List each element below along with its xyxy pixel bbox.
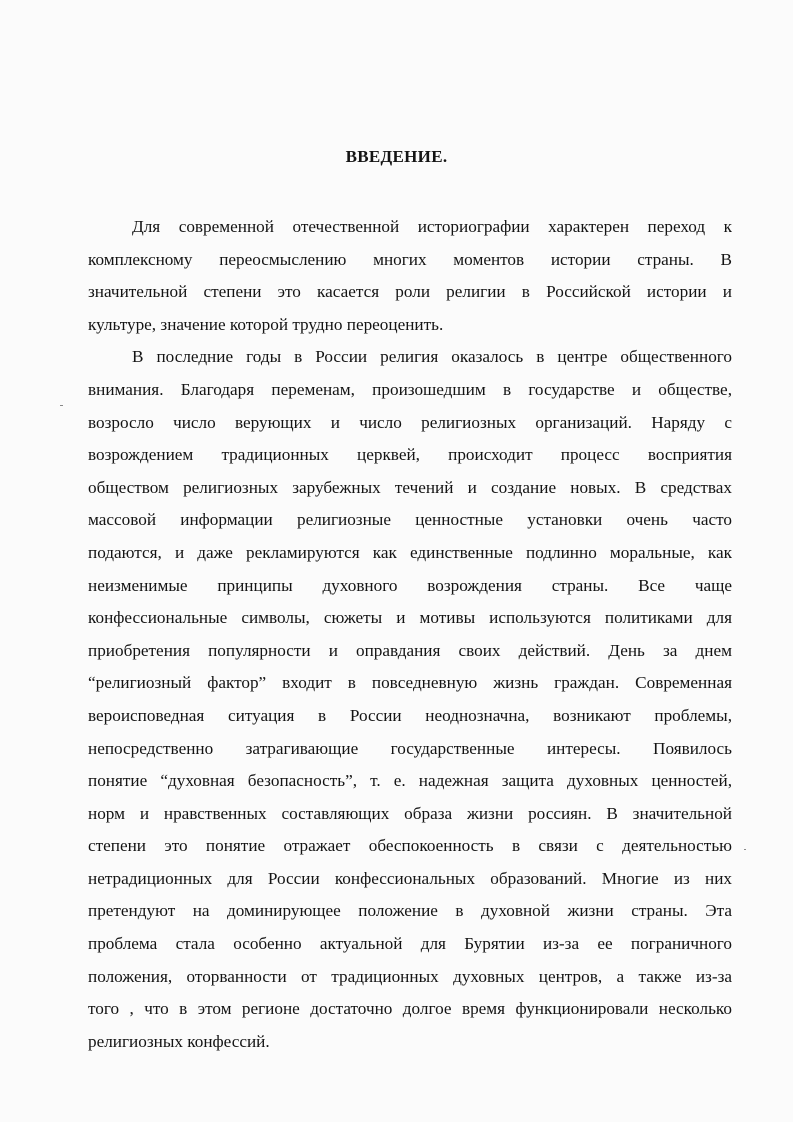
text-line: норм и нравственных составляющих образа жизни россиян. В значительной — [88, 803, 732, 823]
text-line: подаются, и даже рекламируются как единственные подлинно моральные, как — [88, 542, 732, 562]
page-title: ВВЕДЕНИЕ. — [345, 147, 448, 166]
text-line: понятие “духовная безопасность”, т. е. надежная защита духовных ценностей, — [88, 771, 732, 791]
text-line: нетрадиционных для России конфессиональных образований. Многие из них — [88, 868, 732, 888]
text-line: “религиозный фактор” входит в повседневную жизнь граждан. Современная — [88, 673, 732, 693]
text-line: массовой информации религиозные ценностные установки очень часто — [88, 510, 732, 530]
text-line: положения, оторванности от традиционных духовных центров, а также из-за — [88, 966, 732, 986]
paragraph-1 — [88, 211, 732, 341]
body-text — [88, 211, 732, 1058]
scan-speck — [744, 849, 746, 850]
text-line: того , что в этом регионе достаточно долгое время функционировали несколько — [88, 999, 732, 1019]
text-line: проблема стала особенно актуальной для Бурятии из-за ее пограничного — [88, 934, 732, 954]
text-line: комплексному переосмыслению многих моментов истории страны. В — [88, 249, 732, 269]
text-line: внимания. Благодаря переменам, произошедшим в государстве и обществе, — [88, 379, 732, 399]
scan-speck — [60, 405, 63, 406]
text-line: культуре, значение которой трудно переоценить. — [88, 314, 444, 334]
text-line: значительной степени это касается роли религии в Российской истории и — [88, 282, 732, 302]
text-line: степени это понятие отражает обеспокоенность в связи с деятельностью — [88, 836, 732, 856]
text-line: претендуют на доминирующее положение в духовной жизни страны. Эта — [88, 901, 732, 921]
text-line: неизменимые принципы духовного возрождения страны. Все чаще — [88, 575, 732, 595]
text-line: В последние годы в России религия оказалось в центре общественного — [132, 347, 732, 367]
text-line: религиозных конфессий. — [88, 1031, 270, 1051]
text-line: возросло число верующих и число религиозных организаций. Наряду с — [88, 412, 732, 432]
text-line: обществом религиозных зарубежных течений и создание новых. В средствах — [88, 477, 732, 497]
text-line: приобретения популярности и оправдания своих действий. День за днем — [88, 640, 732, 660]
paragraph-2 — [88, 341, 732, 1058]
text-line: Для современной отечественной историографии характерен переход к — [132, 217, 732, 236]
text-line: вероисповедная ситуация в России неоднозначна, возникают проблемы, — [88, 705, 732, 725]
text-line: непосредственно затрагивающие государственные интересы. Появилось — [88, 738, 732, 758]
text-line: конфессиональные символы, сюжеты и мотивы используются политиками для — [88, 608, 732, 628]
text-line: возрождением традиционных церквей, происходит процесс восприятия — [88, 445, 732, 465]
